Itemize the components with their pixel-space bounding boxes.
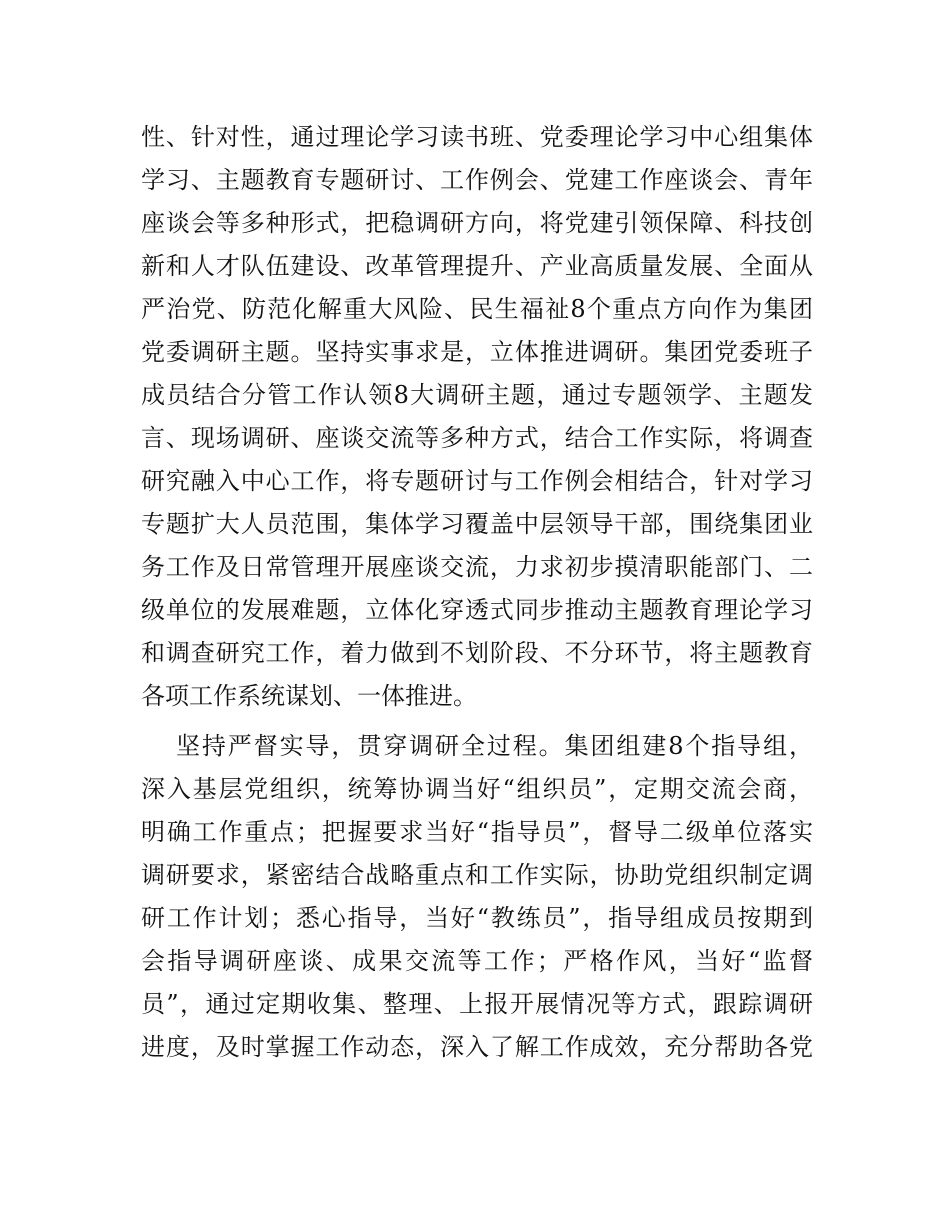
text-line: 务工作及日常管理开展座谈交流，力求初步摸清职能部门、二 xyxy=(141,553,813,581)
text-line: 级单位的发展难题，立体化穿透式同步推动主题教育理论学习 xyxy=(141,596,813,624)
text-line: 进度，及时掌握工作动态，深入了解工作成效，充分帮助各党 xyxy=(141,1033,813,1061)
text-line: 性、针对性，通过理论学习读书班、党委理论学习中心组集体 xyxy=(141,123,813,151)
text-line: 研究融入中心工作，将专题研讨与工作例会相结合，针对学习 xyxy=(141,467,813,495)
paragraph-first-line: 坚持严督实导，贯穿调研全过程。集团组建8个指导组， xyxy=(176,732,813,760)
text-line: 研工作计划；悉心指导，当好“教练员”，指导组成员按期到 xyxy=(141,904,813,932)
text-line: 深入基层党组织，统筹协调当好“组织员”，定期交流会商， xyxy=(141,775,813,803)
text-line: 党委调研主题。坚持实事求是，立体推进调研。集团党委班子 xyxy=(141,338,813,366)
text-line: 新和人才队伍建设、改革管理提升、产业高质量发展、全面从 xyxy=(141,252,813,280)
text-line: 专题扩大人员范围，集体学习覆盖中层领导干部，围绕集团业 xyxy=(141,510,813,538)
text-line: 成员结合分管工作认领8大调研主题，通过专题领学、主题发 xyxy=(141,381,813,409)
text-line: 和调查研究工作，着力做到不划阶段、不分环节，将主题教育 xyxy=(141,639,813,667)
text-line: 会指导调研座谈、成果交流等工作；严格作风，当好“监督 xyxy=(141,947,813,975)
text-line: 言、现场调研、座谈交流等多种方式，结合工作实际，将调查 xyxy=(141,424,813,452)
text-line: 员”，通过定期收集、整理、上报开展情况等方式，跟踪调研 xyxy=(141,990,813,1018)
text-line: 座谈会等多种形式，把稳调研方向，将党建引领保障、科技创 xyxy=(141,209,813,237)
text-line: 各项工作系统谋划、一体推进。 xyxy=(141,682,477,710)
text-line: 明确工作重点；把握要求当好“指导员”，督导二级单位落实 xyxy=(141,818,813,846)
text-line: 学习、主题教育专题研讨、工作例会、党建工作座谈会、青年 xyxy=(141,166,813,194)
text-line: 调研要求，紧密结合战略重点和工作实际，协助党组织制定调 xyxy=(141,861,813,889)
text-line: 严治党、防范化解重大风险、民生福祉8个重点方向作为集团 xyxy=(141,295,813,323)
